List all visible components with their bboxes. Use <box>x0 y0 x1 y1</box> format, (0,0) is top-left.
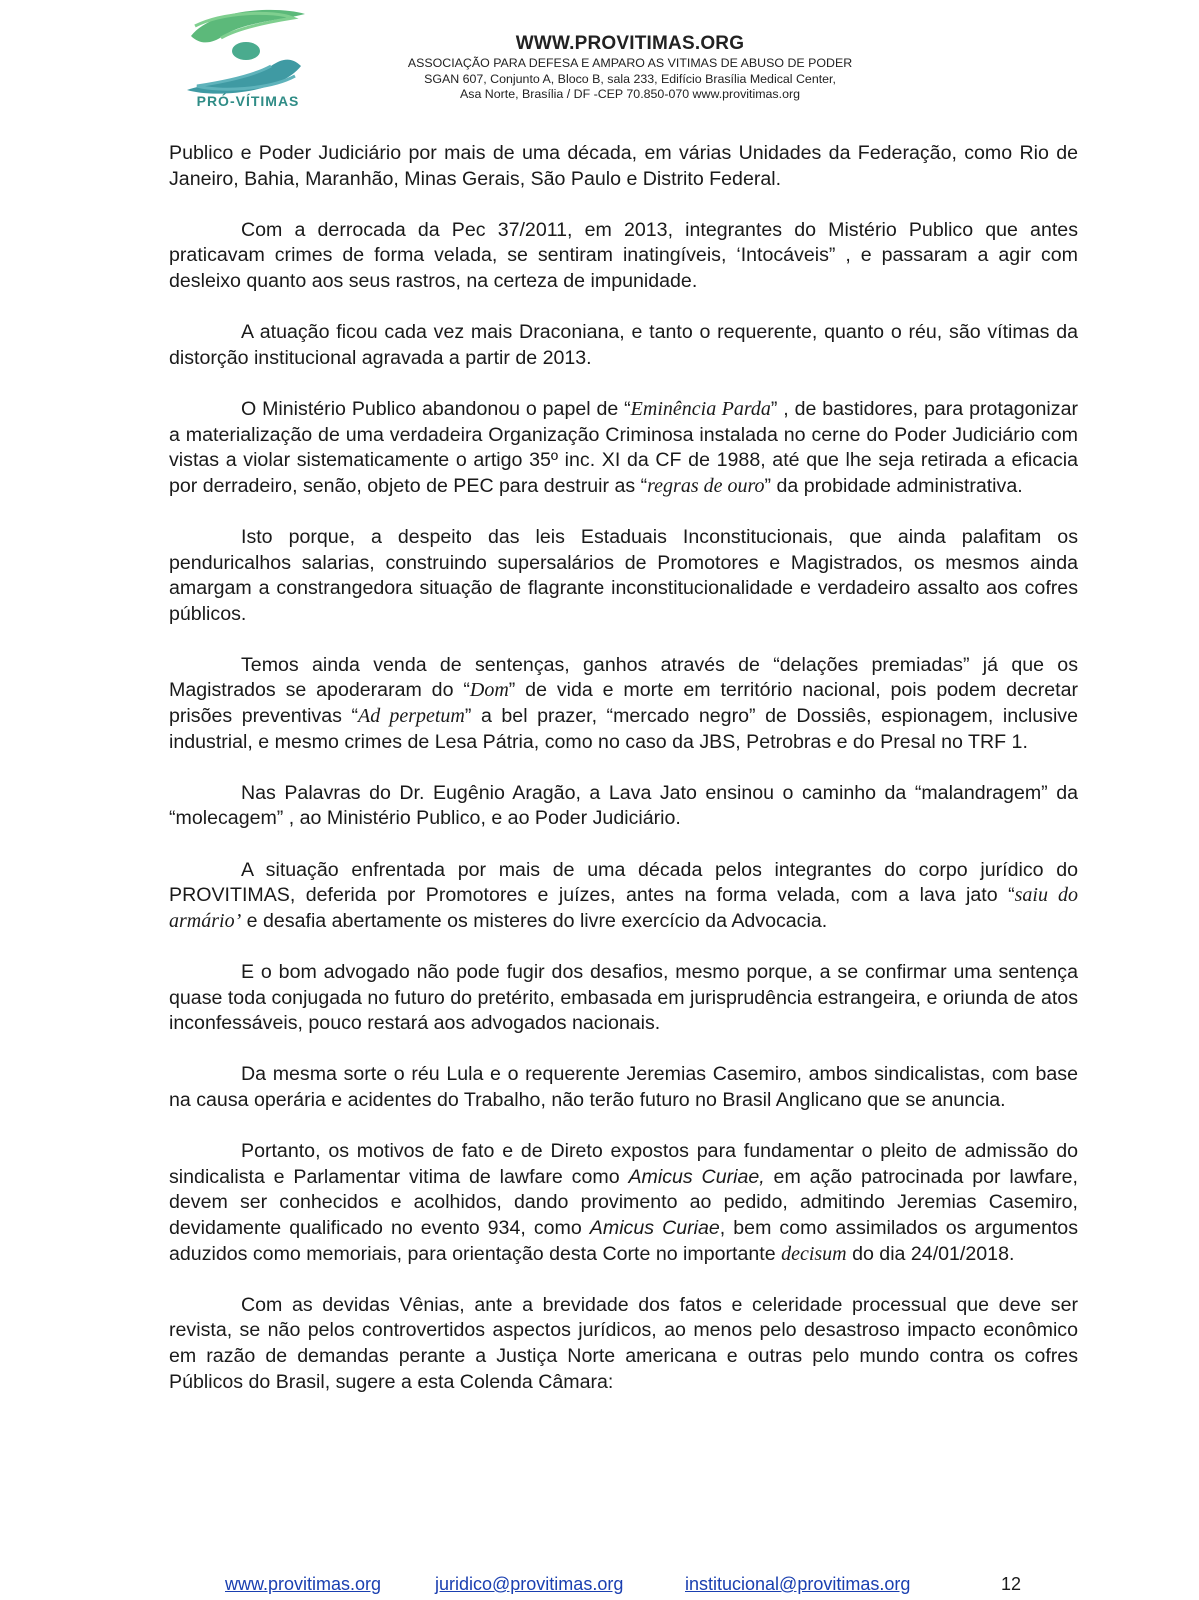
paragraph-10: Da mesma sorte o réu Lula e o requerente Jeremias Casemiro, ambos sindicalistas, com base na causa operária e acidentes do Trabalho, não terão futuro no Brasil Anglicano que se anuncia. <box>169 1063 1078 1111</box>
footer-institucional-email-link[interactable]: institucional@provitimas.org <box>685 1574 911 1594</box>
paragraph-8 <box>169 858 1078 935</box>
paragraph-6 <box>169 653 1078 755</box>
header-address-2: Asa Norte, Brasília / DF -CEP 70.850-070 www.provitimas.org <box>460 87 800 101</box>
text-span: ” de vida e morte em território nacional, pois podem decretar prisões preventivas “ <box>169 679 1078 728</box>
text-span: e desafia abertamente os misteres do livre exercício da Advocacia. <box>241 909 828 932</box>
text-span: do dia 24/01/2018. <box>846 1242 1015 1265</box>
paragraph-5: Isto porque, a despeito das leis Estaduais Inconstitucionais, que ainda palafitam os penduricalhos salarias, construindo supersalários de Promotores e Magistrados, os mesmos ainda amargam a constrangedora situação de flagrante inconstitucionalidade e verdadeiro assalto aos cofres públicos. <box>169 525 1078 625</box>
header-website: WWW.PROVITIMAS.ORG <box>515 33 745 54</box>
paragraph-11 <box>169 1139 1078 1267</box>
italic-term: Ad perpetum <box>358 705 465 728</box>
paragraph-2: Com a derrocada da Pec 37/2011, em 2013, integrantes do Mistério Publico que antes praticavam crimes de forma velada, se sentiram inatingíveis, ‘Intocáveis” , e passaram a agir com desleixo quanto aos seus rastros, na certeza de impunidade. <box>169 218 1078 292</box>
header-association: ASSOCIAÇÃO PARA DEFESA E AMPARO AS VITIMAS DE ABUSO DE PODER <box>407 56 853 70</box>
footer-juridico-email-link[interactable]: juridico@provitimas.org <box>435 1574 624 1594</box>
footer-website-link[interactable]: www.provitimas.org <box>225 1574 382 1594</box>
text-span: Temos ainda venda de sentenças, ganhos através de “delações premiadas” já que os Magistrados se apoderaram do “ <box>169 653 1078 702</box>
header-address-1: SGAN 607, Conjunto A, Bloco B, sala 233, Edifício Brasília Medical Center, <box>424 71 836 86</box>
text-span: Portanto, os motivos de fato e de Direto expostos para fundamentar o pleito de admissão do sindicalista e Parlamentar vitima de lawfare como <box>169 1140 1078 1188</box>
italic-term: Eminência Parda <box>630 397 771 420</box>
italic-term: decisum <box>781 1242 847 1265</box>
text-span: ” da probidade administrativa. <box>764 474 1023 497</box>
paragraph-9: E o bom advogado não pode fugir dos desafios, mesmo porque, a se confirmar uma sentença quase toda conjugada no futuro do pretérito, embasada em jurisprudência estrangeira, e oriunda de atos inconfessáveis, pouco restará aos advogados nacionais. <box>169 961 1078 1035</box>
paragraph-7: Nas Palavras do Dr. Eugênio Aragão, a Lava Jato ensinou o caminho da “malandragem” da “molecagem” , ao Ministério Publico, e ao Poder Judiciário. <box>169 781 1078 830</box>
italic-term: Dom <box>469 679 509 702</box>
document-body <box>169 141 1078 1421</box>
paragraph-12: Com as devidas Vênias, ante a brevidade dos fatos e celeridade processual que deve ser revista, se não pelos controvertidos aspectos jurídicos, ao menos pelo desastroso impacto econômico em razão de demandas perante a Justiça Norte americana e outras pelo mundo contra os cofres Públicos do Brasil, sugere a esta Colenda Câmara: <box>169 1293 1078 1393</box>
italic-term: Amicus Curiae <box>589 1216 720 1239</box>
paragraph-1: Publico e Poder Judiciário por mais de uma década, em várias Unidades da Federação, como Rio de Janeiro, Bahia, Maranhão, Minas Gerais, São Paulo e Distrito Federal. <box>169 142 1078 190</box>
paragraph-3: A atuação ficou cada vez mais Draconiana, e tanto o requerente, quanto o réu, são vítimas da distorção institucional agravada a partir de 2013. <box>169 321 1078 369</box>
paragraph-4 <box>169 397 1078 499</box>
italic-term: regras de ouro <box>647 474 765 497</box>
text-span: A situação enfrentada por mais de uma década pelos integrantes do corpo jurídico do PROVITIMAS, deferida por Promotores e juízes, antes na forma velada, com a lava jato “ <box>169 858 1078 907</box>
text-span: , bem como assimilados os argumentos aduzidos como memoriais, para orientação desta Corte no importante <box>169 1216 1078 1265</box>
text-span: ” , de bastidores, para protagonizar a materialização de uma verdadeira Organização Criminosa instalada no cerne do Poder Judiciário com vistas a violar sistematicamente o artigo 35º inc. XI da CF de 1988, até que lhe seja retirada a eficacia por derradeiro, senão, objeto de PEC para destruir as “ <box>169 397 1078 497</box>
text-span: O Ministério Publico abandonou o papel de “ <box>241 397 631 420</box>
page-number: 12 <box>1001 1574 1022 1594</box>
italic-term: saiu do armário’ <box>169 884 1078 932</box>
text-span: em ação patrocinada por lawfare, devem ser conhecidos e acolhidos, dando provimento ao pedido, admitindo Jeremias Casemiro, devidamente qualificado no evento 934, como <box>169 1165 1078 1239</box>
italic-term: Amicus Curiae, <box>628 1165 765 1188</box>
logo-text: PRÓ-VÍTIMAS <box>196 93 300 109</box>
text-span: ” a bel prazer, “mercado negro” de Dossiês, espionagem, inclusive industrial, e mesmo crimes de Lesa Pátria, como no caso da JBS, Petrobras e do Presal no TRF 1. <box>169 705 1078 753</box>
letterhead <box>340 32 920 103</box>
